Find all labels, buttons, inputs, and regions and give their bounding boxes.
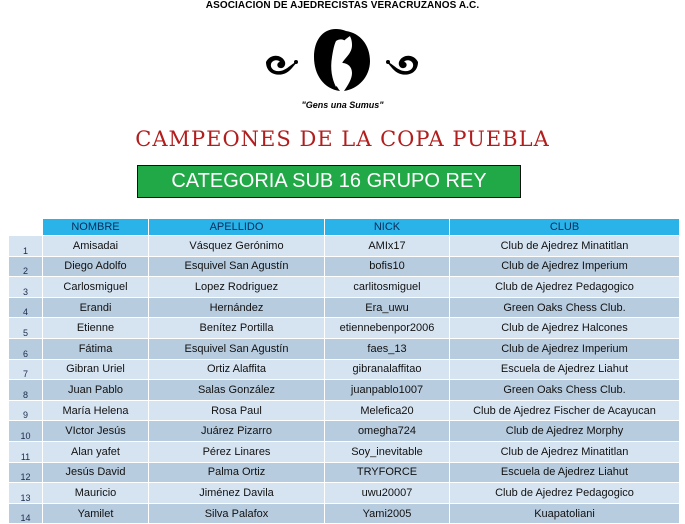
column-header-apellido: APELLIDO [149,219,325,236]
cell-apellido: Esquivel San Agustín [149,339,325,360]
cell-club: Club de Ajedrez Fischer de Acayucan [450,401,680,422]
cell-nick: Era_uwu [325,298,450,319]
cell-nick: uwu20007 [325,483,450,504]
cell-nick: Soy_inevitable [325,442,450,463]
cell-nombre: Amisadai [43,236,149,257]
cell-nick: TRYFORCE [325,463,450,484]
cell-nombre: María Helena [43,401,149,422]
table-row [9,298,680,319]
cell-club: Club de Ajedrez Pedagogico [450,277,680,298]
row-number: 12 [9,463,43,484]
left-flourish-icon [266,56,298,75]
cell-nick: etiennebenpor2006 [325,318,450,339]
cell-apellido: Esquivel San Agustín [149,257,325,278]
cell-nombre: VIctor Jesús [43,421,149,442]
cell-nombre: Jesús David [43,463,149,484]
cell-apellido: Jiménez Davila [149,483,325,504]
table-row [9,318,680,339]
cell-nick: gibranalaffitao [325,360,450,381]
page-title: CAMPEONES DE LA COPA PUEBLA [135,127,550,151]
cell-nombre: Alan yafet [43,442,149,463]
column-header-nombre: NOMBRE [43,219,149,236]
row-number: 8 [9,380,43,401]
cell-apellido: Rosa Paul [149,401,325,422]
cell-club: Club de Ajedrez Imperium [450,339,680,360]
cell-apellido: Lopez Rodriguez [149,277,325,298]
cell-nick: Melefica20 [325,401,450,422]
table-row [9,504,680,524]
table-row [9,257,680,278]
cell-apellido: Hernández [149,298,325,319]
table-header-row [9,219,680,236]
table-row [9,401,680,422]
champions-table [9,219,680,524]
cell-nombre: Diego Adolfo [43,257,149,278]
row-number: 7 [9,360,43,381]
cell-nick: omegha724 [325,421,450,442]
row-number: 3 [9,277,43,298]
cell-nick: Yami2005 [325,504,450,524]
organization-name: ASOCIACION DE AJEDRECISTAS VERACRUZANOS A.C. [205,0,480,11]
cell-club: Escuela de Ajedrez Liahut [450,360,680,381]
knight-emblem [314,29,370,91]
cell-nombre: Juan Pablo [43,380,149,401]
row-number: 9 [9,401,43,422]
cell-club: Green Oaks Chess Club. [450,298,680,319]
column-header-nick: NICK [325,219,450,236]
category-banner: CATEGORIA SUB 16 GRUPO REY [137,165,521,198]
cell-apellido: Pérez Linares [149,442,325,463]
cell-club: Green Oaks Chess Club. [450,380,680,401]
chess-knight-emblem-icon [262,24,422,94]
table-row [9,360,680,381]
cell-club: Escuela de Ajedrez Liahut [450,463,680,484]
cell-nick: juanpablo1007 [325,380,450,401]
cell-nombre: Erandi [43,298,149,319]
row-number: 6 [9,339,43,360]
cell-club: Club de Ajedrez Pedagogico [450,483,680,504]
index-column-header [9,219,43,236]
motto: "Gens una Sumus" [301,100,384,110]
cell-apellido: Juárez Pizarro [149,421,325,442]
cell-nombre: Fátima [43,339,149,360]
cell-nick: faes_13 [325,339,450,360]
cell-nombre: Gibran Uriel [43,360,149,381]
table-row [9,236,680,257]
cell-club: Club de Ajedrez Morphy [450,421,680,442]
cell-club: Kuapatoliani [450,504,680,524]
row-number: 11 [9,442,43,463]
table-row [9,421,680,442]
cell-apellido: Benítez Portilla [149,318,325,339]
cell-apellido: Ortiz Alaffita [149,360,325,381]
cell-apellido: Salas González [149,380,325,401]
row-number: 10 [9,421,43,442]
table-row [9,380,680,401]
table-row [9,442,680,463]
table-row [9,463,680,484]
cell-nick: bofis10 [325,257,450,278]
cell-nick: AMIx17 [325,236,450,257]
row-number: 2 [9,257,43,278]
cell-nombre: Carlosmiguel [43,277,149,298]
cell-club: Club de Ajedrez Halcones [450,318,680,339]
row-number: 14 [9,504,43,524]
row-number: 13 [9,483,43,504]
cell-nombre: Etienne [43,318,149,339]
row-number: 5 [9,318,43,339]
cell-nombre: Yamilet [43,504,149,524]
table-row [9,339,680,360]
cell-apellido: Palma Ortiz [149,463,325,484]
column-header-club: CLUB [450,219,680,236]
row-number: 1 [9,236,43,257]
cell-club: Club de Ajedrez Minatitlan [450,236,680,257]
cell-club: Club de Ajedrez Imperium [450,257,680,278]
cell-apellido: Vásquez Gerónimo [149,236,325,257]
table-row [9,483,680,504]
row-number: 4 [9,298,43,319]
cell-nick: carlitosmiguel [325,277,450,298]
cell-apellido: Silva Palafox [149,504,325,524]
cell-nombre: Mauricio [43,483,149,504]
right-flourish-icon [386,56,418,75]
cell-club: Club de Ajedrez Minatitlan [450,442,680,463]
table-row [9,277,680,298]
